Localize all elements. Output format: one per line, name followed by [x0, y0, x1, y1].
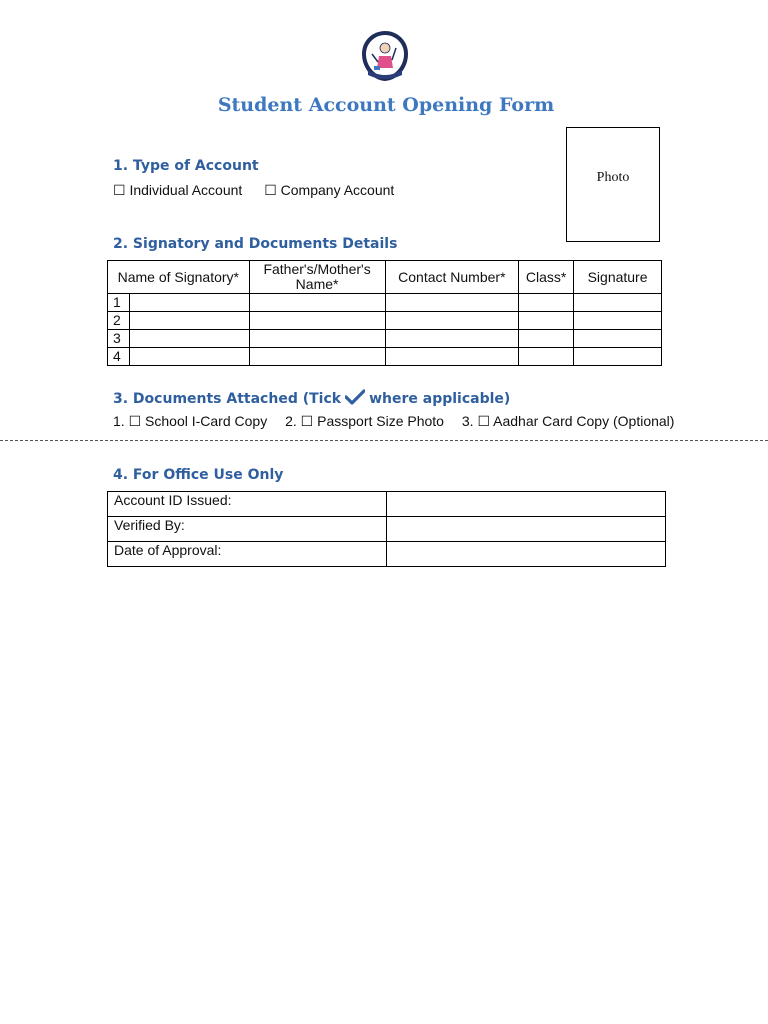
individual-account-label: Individual Account: [129, 182, 243, 198]
table-header-row: [108, 261, 662, 294]
item-number: 2.: [285, 413, 297, 429]
item-number: 1.: [113, 413, 125, 429]
company-account-label: Company Account: [280, 182, 395, 198]
section-heading-account-type: 1. Type of Account: [113, 158, 259, 174]
signature-cell[interactable]: [574, 330, 662, 348]
checkmark-icon: [345, 389, 365, 405]
documents-options: [113, 413, 674, 430]
school-id-checkbox[interactable]: [113, 413, 267, 429]
form-title: Student Account Opening Form: [217, 94, 555, 116]
account-id-value[interactable]: [386, 492, 665, 517]
column-header-contact: Contact Number*: [385, 261, 519, 294]
documents-heading-end: where applicable): [369, 391, 511, 407]
table-row: [108, 312, 662, 330]
approval-date-value[interactable]: [386, 542, 665, 567]
table-row: [108, 517, 666, 542]
company-account-checkbox[interactable]: [264, 182, 394, 198]
name-cell[interactable]: [129, 294, 249, 312]
column-header-class: Class*: [519, 261, 574, 294]
individual-account-checkbox[interactable]: [113, 182, 242, 198]
contact-cell[interactable]: [385, 330, 519, 348]
account-id-label: Account ID Issued:: [108, 492, 387, 517]
contact-cell[interactable]: [385, 348, 519, 366]
checkbox-icon: ☐: [477, 413, 491, 429]
checkbox-icon: ☐: [264, 182, 277, 198]
cut-line-divider: [0, 440, 768, 441]
table-row: [108, 542, 666, 567]
checkbox-icon: ☐: [128, 413, 142, 429]
class-cell[interactable]: [519, 312, 574, 330]
photo-label: Photo: [596, 170, 630, 185]
name-cell[interactable]: [129, 348, 249, 366]
checkbox-icon: ☐: [300, 413, 314, 429]
parent-name-cell[interactable]: [249, 312, 385, 330]
item-number: 3.: [461, 413, 474, 429]
signature-cell[interactable]: [574, 294, 662, 312]
table-row: [108, 330, 662, 348]
class-cell[interactable]: [519, 348, 574, 366]
table-row: [108, 294, 662, 312]
name-cell[interactable]: [129, 330, 249, 348]
office-use-table: [107, 491, 666, 567]
column-header-name: Name of Signatory*: [108, 261, 250, 294]
name-cell[interactable]: [129, 312, 249, 330]
aadhar-card-checkbox[interactable]: [462, 413, 675, 429]
class-cell[interactable]: [519, 330, 574, 348]
parent-name-cell[interactable]: [249, 348, 385, 366]
parent-name-cell[interactable]: [249, 330, 385, 348]
account-type-options: [113, 182, 394, 199]
table-row: [108, 348, 662, 366]
column-header-parent-name: Father's/Mother's Name*: [249, 261, 385, 294]
photo-box: [566, 127, 660, 242]
passport-photo-checkbox[interactable]: [285, 413, 444, 429]
row-number: 2: [108, 312, 130, 330]
contact-cell[interactable]: [385, 312, 519, 330]
contact-cell[interactable]: [385, 294, 519, 312]
row-number: 3: [108, 330, 130, 348]
table-row: [108, 492, 666, 517]
column-header-signature: Signature: [574, 261, 662, 294]
section-heading-signatory: 2. Signatory and Documents Details: [113, 236, 398, 252]
school-id-label: School I-Card Copy: [145, 413, 268, 429]
verified-by-label: Verified By:: [108, 517, 387, 542]
school-logo-icon: [360, 30, 410, 82]
approval-date-label: Date of Approval:: [108, 542, 387, 567]
row-number: 4: [108, 348, 130, 366]
parent-name-cell[interactable]: [249, 294, 385, 312]
aadhar-card-label: Aadhar Card Copy (Optional): [493, 413, 675, 429]
checkbox-icon: ☐: [113, 182, 126, 198]
signature-cell[interactable]: [574, 348, 662, 366]
class-cell[interactable]: [519, 294, 574, 312]
signatory-table: [107, 260, 662, 366]
section-heading-office-use: 4. For Office Use Only: [113, 467, 284, 483]
documents-heading-start: 3. Documents Attached (Tick: [113, 391, 342, 407]
verified-by-value[interactable]: [386, 517, 665, 542]
passport-photo-label: Passport Size Photo: [317, 413, 444, 429]
section-heading-documents: [113, 389, 510, 407]
signature-cell[interactable]: [574, 312, 662, 330]
row-number: 1: [108, 294, 130, 312]
